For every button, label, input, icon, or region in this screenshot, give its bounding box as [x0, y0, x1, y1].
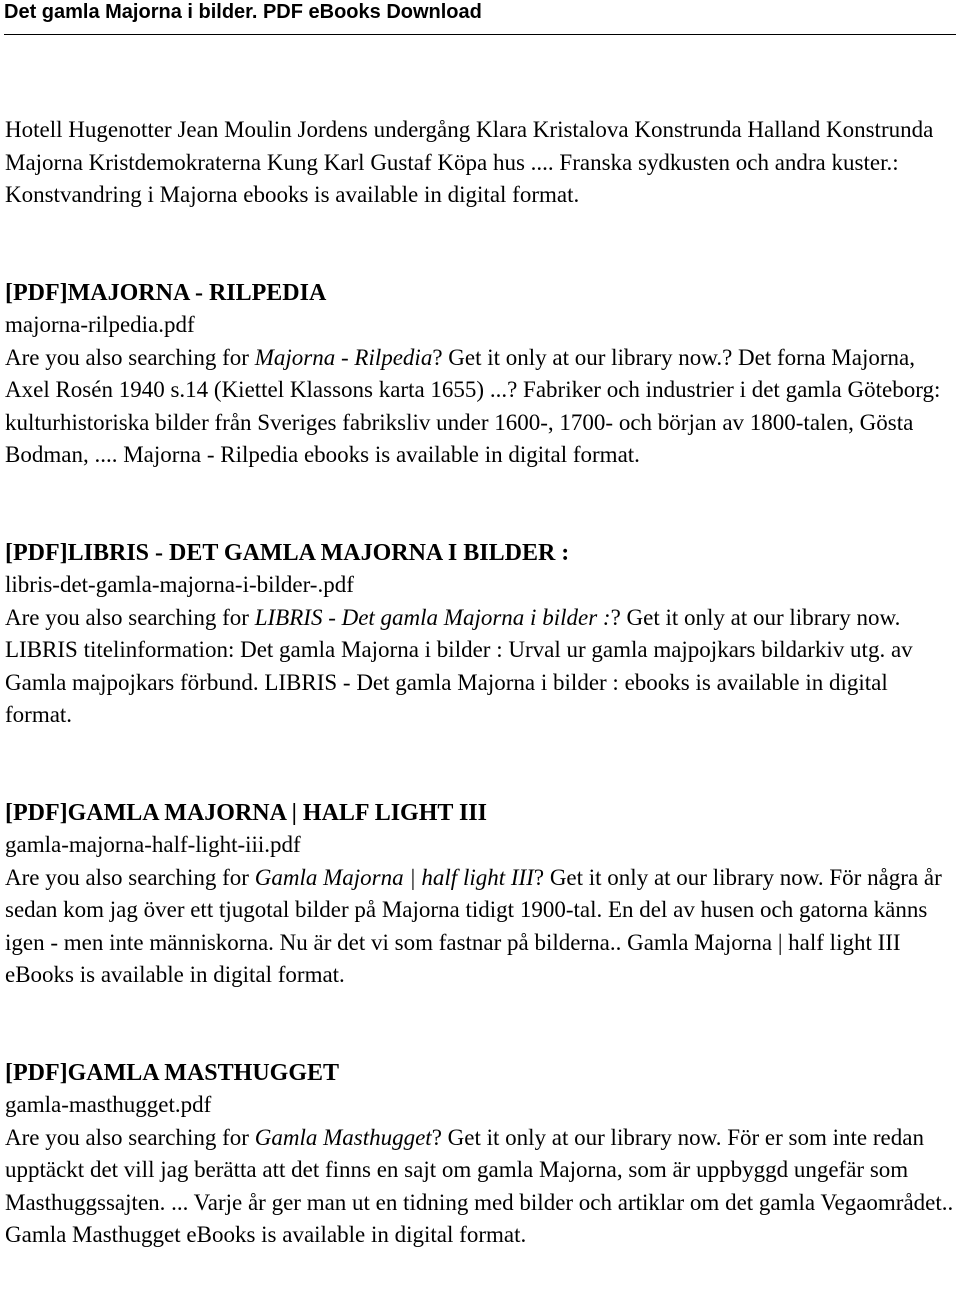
- entry-body-text: ? Get it only at our library now.? Det forna Majorna, Axel Rosén 1940 s.14 (Kiettel Klassons karta 1655) ...? Fabriker och industrier i det gamla Göteborg: kulturhistoriska bilder från Sveriges fabriksliv under 1600-, 1700- och början av 1800-talen, Gösta Bodman, .... Majorna - Rilpedia ebooks is available in digital format.: [5, 344, 941, 467]
- entry-gamla-masthugget: [5, 1057, 955, 1252]
- entry-filename: majorna-rilpedia.pdf: [5, 312, 195, 337]
- entry-description: [5, 862, 955, 992]
- entry-prefix: Are you also searching for: [5, 864, 255, 890]
- document-body: [5, 114, 955, 1252]
- entry-libris: [5, 537, 955, 732]
- entry-majorna-rilpedia: [5, 277, 955, 472]
- entry-body-text: ? Get it only at our library now. För några år sedan kom jag över ett tjugotal bilder på Majorna tidigt 1900-tal. En del av husen och gatorna känns igen - men inte människorna. Nu är det vi som fastnar på bilderna.. Gamla Majorna | half light III eBooks is available in digital format.: [5, 864, 942, 987]
- header-divider: [4, 34, 956, 35]
- page-header: [4, 0, 954, 34]
- entry-filename: gamla-majorna-half-light-iii.pdf: [5, 832, 301, 857]
- entry-description: [5, 602, 955, 732]
- entry-prefix: Are you also searching for: [5, 1124, 255, 1150]
- page-title: Det gamla Majorna i bilder. PDF eBooks Download: [4, 1, 482, 23]
- entry-italic-title: Gamla Majorna | half light III: [254, 864, 534, 890]
- intro-paragraph: Hotell Hugenotter Jean Moulin Jordens undergång Klara Kristalova Konstrunda Halland Konstrunda Majorna Kristdemokraterna Kung Karl Gustaf Köpa hus .... Franska sydkusten och andra kuster.: Konstvandring i Majorna ebooks is available in digital format.: [5, 117, 934, 207]
- entry-italic-title: LIBRIS - Det gamla Majorna i bilder :: [254, 604, 611, 630]
- entry-italic-title: Gamla Masthugget: [254, 1124, 432, 1150]
- entry-title: [PDF]LIBRIS - DET GAMLA MAJORNA I BILDER :: [5, 539, 570, 566]
- entry-italic-title: Majorna - Rilpedia: [254, 344, 433, 370]
- entry-prefix: Are you also searching for: [5, 344, 255, 370]
- entry-filename: libris-det-gamla-majorna-i-bilder-.pdf: [5, 572, 354, 597]
- entry-gamla-majorna: [5, 797, 955, 992]
- entry-body-text: ? Get it only at our library now. För er som inte redan upptäckt det vill jag berätta att det finns en sajt om gamla Majorna, som är uppbyggd ungefär som Masthuggssajten. ... Varje år ger man ut en tidning med bilder och artiklar om det gamla Vegaområdet.. Gamla Masthugget eBooks is available in digital format.: [5, 1124, 954, 1247]
- entry-body-text: ? Get it only at our library now. LIBRIS titelinformation: Det gamla Majorna i bilder : Urval ur gamla majpojkars bildarkiv utg. av Gamla majpojkars förbund. LIBRIS - Det gamla Majorna i bilder : ebooks is available in digital format.: [5, 604, 913, 727]
- entry-description: [5, 342, 955, 472]
- entry-title: [PDF]MAJORNA - RILPEDIA: [5, 279, 327, 306]
- entry-prefix: Are you also searching for: [5, 604, 255, 630]
- entry-title: [PDF]GAMLA MAJORNA | HALF LIGHT III: [5, 799, 487, 826]
- entry-title: [PDF]GAMLA MASTHUGGET: [5, 1059, 339, 1086]
- entry-description: [5, 1122, 955, 1252]
- entry-filename: gamla-masthugget.pdf: [5, 1092, 212, 1117]
